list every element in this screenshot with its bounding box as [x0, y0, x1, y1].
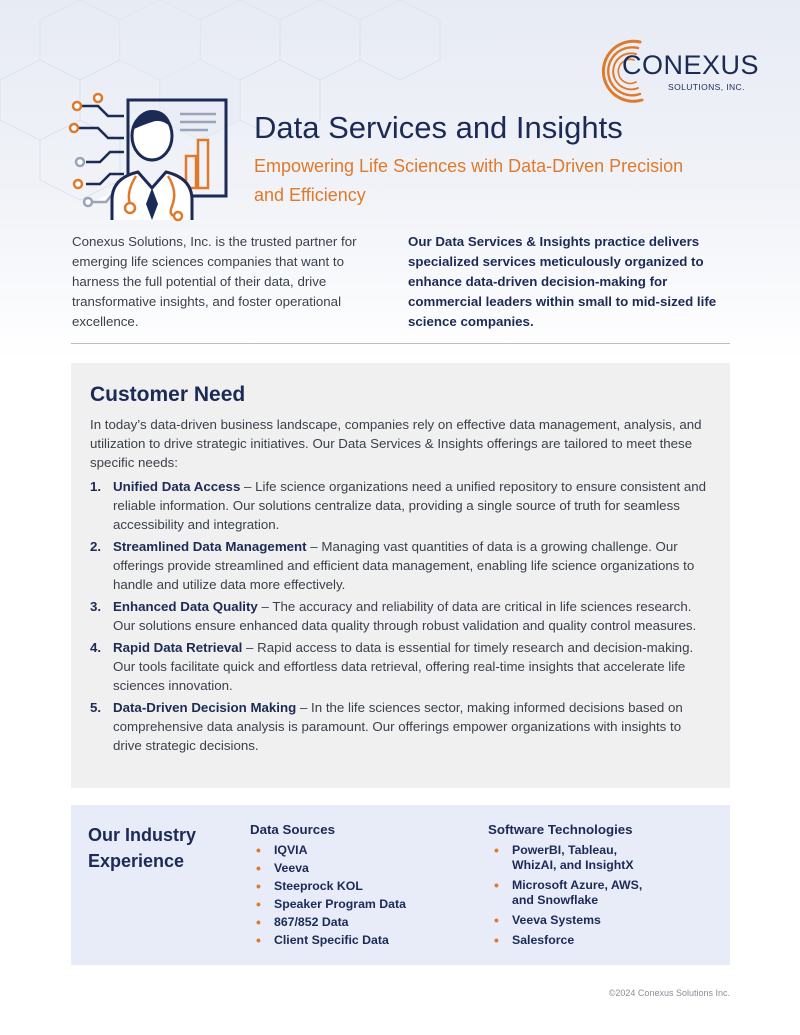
customer-need-intro: In today’s data-driven business landscape, companies rely on effective data management, analysis, and utilization to drive strategic initiatives. Our Data Services & Insights offerings are tailored to meet these specific needs: [90, 417, 702, 470]
bullet-icon: • [494, 842, 499, 858]
list-item-text: – In the life sciences sector, making informed decisions based on comprehensive data analysis is paramount. Our offerings empower organizations with insights to drive strategic decisions. [113, 700, 683, 753]
bullet-icon: • [256, 932, 261, 948]
list-number: 2. [90, 539, 102, 554]
list-item: • Speaker Program Data [256, 896, 406, 912]
list-item-text: – Managing vast quantities of data is a growing challenge. Our offerings provide streamlined and efficient data management, enabling life science organizations to handle and utilize data more effectively. [113, 539, 695, 592]
list-item-heading: Data-Driven Decision Making [113, 700, 297, 715]
list-item-text: – Life science organizations need a unified repository to ensure consistent and reliable information. Our solutions centralize data, providing a single source of truth for seamless accessibility and integration. [113, 479, 707, 532]
list-item [90, 537, 712, 594]
list-item: • Client Specific Data [256, 932, 389, 948]
list-item: • Veeva Systems [494, 912, 601, 928]
list-item-heading: Unified Data Access [113, 479, 241, 494]
customer-need-section [71, 363, 730, 788]
section-divider [71, 343, 730, 344]
logo-wordmark: CONEXUS [622, 50, 760, 80]
bullet-icon: • [256, 842, 261, 858]
bullet-icon: • [256, 878, 261, 894]
intro-paragraph: Conexus Solutions, Inc. is the trusted partner for emerging life sciences companies that want to harness the full potential of their data, drive transformative insights, and foster operational excellence. [72, 234, 357, 329]
bullet-icon: • [256, 860, 261, 876]
industry-experience-section [71, 805, 730, 965]
industry-experience-title: Our Industry Experience [88, 825, 197, 871]
list-item [90, 698, 712, 755]
software-technologies-list [488, 843, 688, 951]
list-item-text: – The accuracy and reliability of data are critical in life sciences research. Our solutions ensure enhanced data quality through robust validation and quality control measures. [113, 599, 697, 633]
list-item [90, 638, 712, 695]
customer-need-title: Customer Need [90, 383, 246, 406]
list-item: • 867/852 Data [256, 914, 349, 930]
page-title: Data Services and Insights [254, 110, 623, 145]
data-sources-list [250, 843, 450, 951]
intro-highlight: Our Data Services & Insights practice delivers specialized services meticulously organized to enhance data-driven decision-making for commercial leaders within small to mid-sized life science companies. [408, 234, 717, 329]
data-sources-heading: Data Sources [250, 822, 335, 837]
list-number: 4. [90, 640, 102, 655]
list-item: • IQVIA [256, 842, 308, 858]
list-item: • Microsoft Azure, AWS, and Snowflake [494, 877, 643, 907]
list-item-text: – Rapid access to data is essential for timely research and decision-making. Our tools facilitate quick and effortless data retrieval, offering real-time insights that accelerate life sciences innovation. [113, 640, 694, 693]
software-technologies-heading: Software Technologies [488, 822, 633, 837]
page-subtitle: Empowering Life Sciences with Data-Driven Precision and Efficiency [254, 156, 684, 205]
bullet-icon: • [494, 932, 499, 948]
bullet-icon: • [256, 896, 261, 912]
bullet-icon: • [256, 914, 261, 930]
list-item-heading: Streamlined Data Management [113, 539, 307, 554]
copyright-footer: ©2024 Conexus Solutions Inc. [608, 988, 730, 998]
list-item: • Veeva [256, 860, 309, 876]
list-item [90, 477, 712, 534]
list-number: 3. [90, 599, 102, 614]
needs-list [90, 477, 712, 755]
list-item: • Steeprock KOL [256, 878, 363, 894]
logo-subtitle: SOLUTIONS, INC. [668, 82, 745, 92]
bullet-icon: • [494, 877, 499, 893]
list-item: • Salesforce [494, 932, 575, 948]
list-number: 5. [90, 700, 102, 715]
list-number: 1. [90, 479, 102, 494]
bullet-icon: • [494, 912, 499, 928]
list-item-heading: Enhanced Data Quality [113, 599, 258, 614]
doctor-data-icon [68, 92, 233, 222]
list-item: • PowerBI, Tableau, WhizAI, and InsightX [494, 842, 634, 872]
company-logo [598, 36, 758, 106]
list-item [90, 597, 712, 635]
list-item-heading: Rapid Data Retrieval [113, 640, 243, 655]
